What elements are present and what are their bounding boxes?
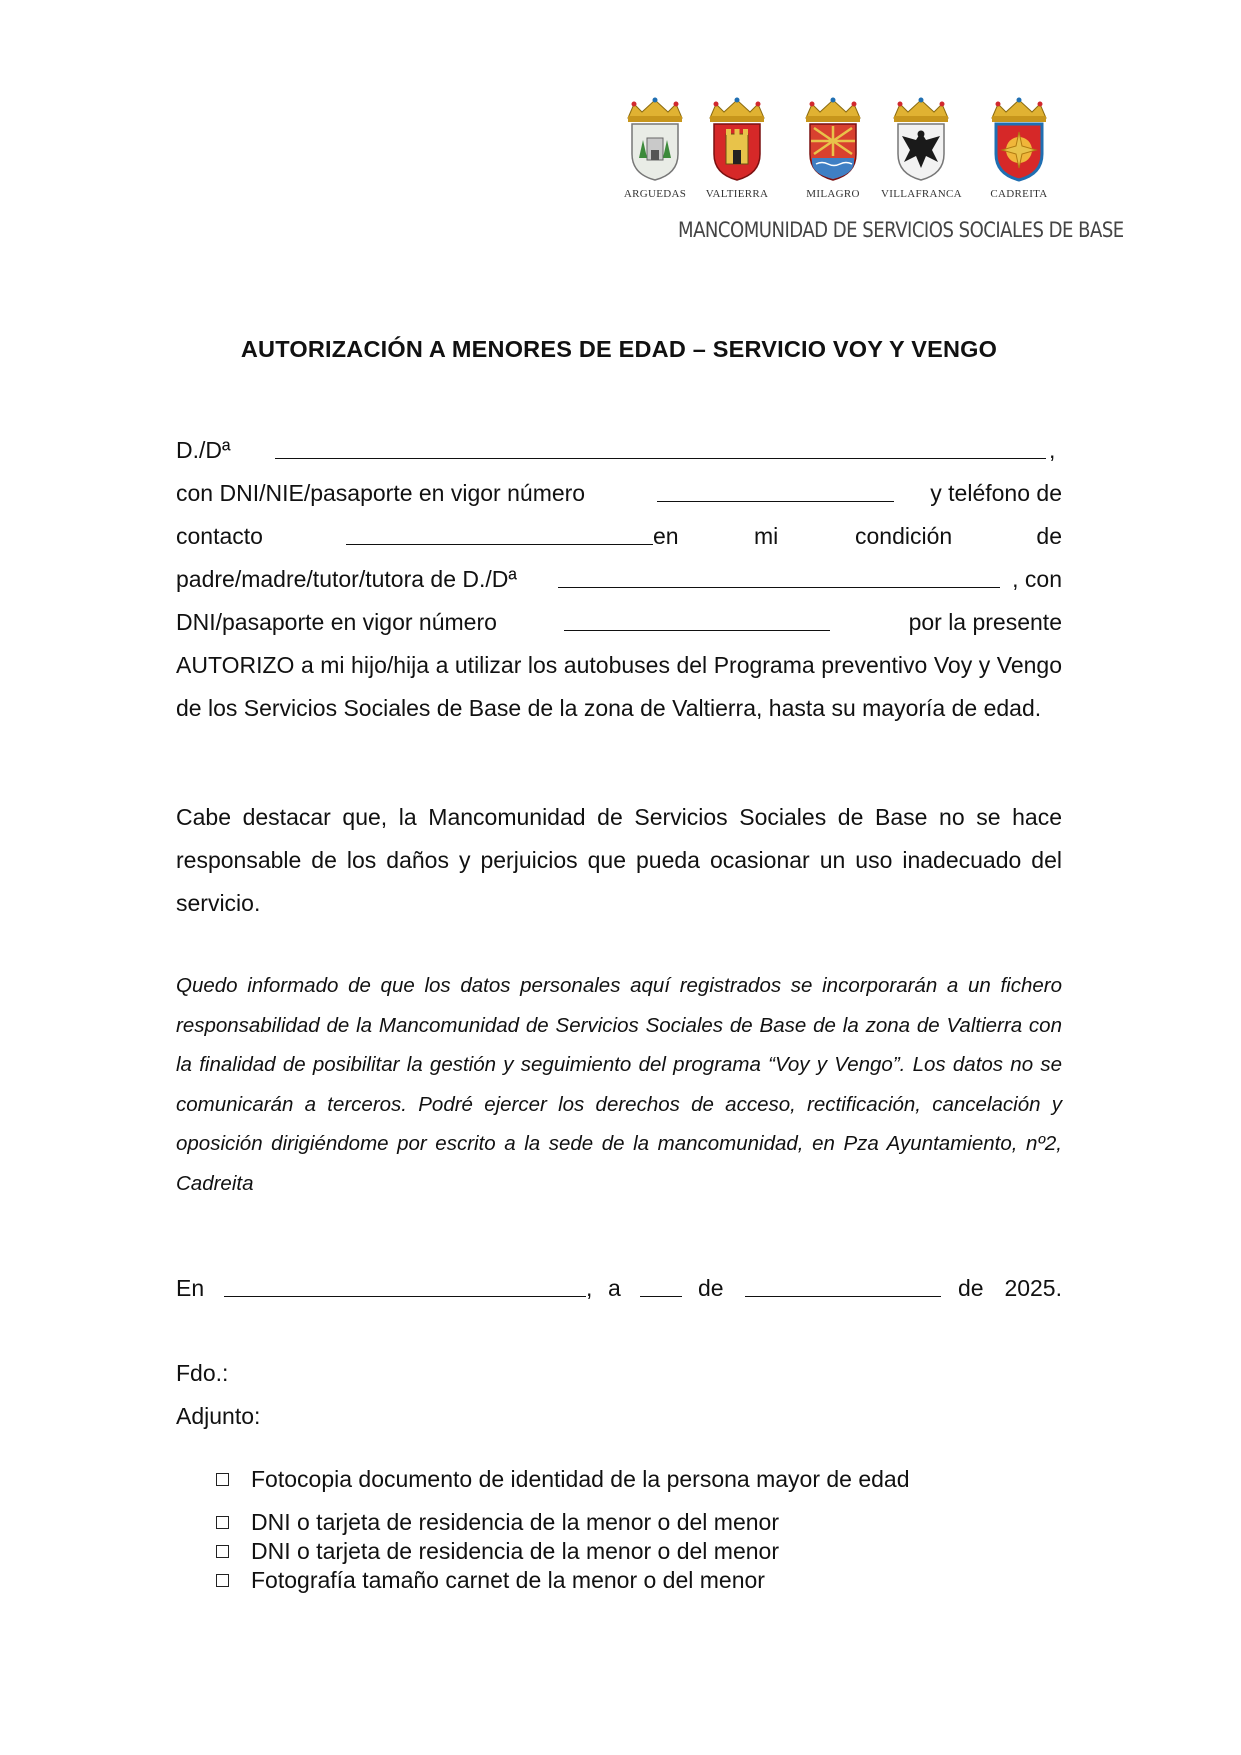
- con-label: , con: [1012, 566, 1062, 592]
- attachment-item[interactable]: [216, 1567, 765, 1594]
- presente-label: por la presente: [908, 609, 1062, 635]
- checkbox[interactable]: [216, 1545, 229, 1558]
- tower-crest-icon: [702, 96, 772, 182]
- place-blank[interactable]: [224, 1272, 586, 1297]
- minor-dni-label: DNI/pasaporte en vigor número: [176, 609, 497, 635]
- crest-milagro: [793, 96, 873, 200]
- month-blank[interactable]: [745, 1272, 941, 1297]
- crest-name: ARGUEDAS: [623, 188, 687, 200]
- parent-name-blank[interactable]: [275, 434, 1046, 459]
- crest-cadreita: [979, 96, 1059, 200]
- date-line: [176, 1272, 1062, 1304]
- document-title: AUTORIZACIÓN A MENORES DE EDAD – SERVICIO VOY Y VENGO: [240, 336, 998, 362]
- crest-name: CADREITA: [990, 188, 1048, 200]
- contact-label: contacto: [176, 523, 263, 549]
- line-end-comma: ,: [1049, 437, 1056, 463]
- authorization-body: AUTORIZO a mi hijo/hija a utilizar los autobuses del Programa preventivo Voy y Vengo de los Servicios Sociales de Base de la zona de Valtierra, hasta su mayoría de edad.: [176, 652, 1062, 721]
- crest-name: VILLAFRANCA: [881, 188, 962, 200]
- crest-name: MILAGRO: [806, 188, 860, 200]
- checkbox[interactable]: [216, 1473, 229, 1486]
- attachment-text: DNI o tarjeta de residencia de la menor o del menor: [251, 1509, 780, 1535]
- checkbox[interactable]: [216, 1574, 229, 1587]
- attachment-text: Fotografía tamaño carnet de la menor o del menor: [251, 1567, 765, 1593]
- phone-label: y teléfono de: [930, 480, 1062, 506]
- attachment-text: Fotocopia documento de identidad de la persona mayor de edad: [251, 1466, 910, 1492]
- minor-name-blank[interactable]: [558, 563, 1000, 588]
- attachment-item[interactable]: [216, 1538, 779, 1565]
- form-line-contact: [176, 520, 1062, 552]
- dni-number-blank[interactable]: [657, 477, 894, 502]
- crest-villafranca: [881, 96, 961, 200]
- municipality-logos: [615, 96, 1065, 206]
- eagle-crest-icon: [886, 96, 956, 182]
- form-line-minor-dni: [176, 606, 1062, 638]
- minor-label: padre/madre/tutor/tutora de D./Dª: [176, 566, 517, 592]
- crest-valtierra: [697, 96, 777, 200]
- attachments-label: Adjunto:: [176, 1403, 261, 1429]
- date-a: a: [608, 1275, 621, 1301]
- day-blank[interactable]: [640, 1272, 682, 1297]
- signature-label: Fdo.:: [176, 1360, 229, 1386]
- attachment-text: DNI o tarjeta de residencia de la menor o del menor: [251, 1538, 780, 1564]
- name-label: D./Dª: [176, 437, 231, 463]
- sun-star-crest-icon: [984, 96, 1054, 182]
- form-line-name: [176, 434, 1062, 466]
- word-de: de: [1036, 523, 1062, 549]
- organization-name: MANCOMUNIDAD DE SERVICIOS SOCIALES DE BASE: [678, 218, 1124, 242]
- date-de-2: de: [958, 1275, 984, 1301]
- crest-arguedas: [615, 96, 695, 200]
- castle-trees-crest-icon: [620, 96, 690, 182]
- attachment-item[interactable]: [216, 1466, 910, 1493]
- word-mi: mi: [754, 523, 779, 549]
- form-line-minor: [176, 563, 1062, 595]
- phone-number-blank[interactable]: [346, 520, 653, 545]
- minor-dni-blank[interactable]: [564, 606, 830, 631]
- checkbox[interactable]: [216, 1516, 229, 1529]
- chains-river-crest-icon: [798, 96, 868, 182]
- attachment-item[interactable]: [216, 1509, 779, 1536]
- word-en: en: [653, 523, 679, 549]
- date-en: En: [176, 1275, 205, 1301]
- date-de-1: de: [698, 1275, 724, 1301]
- date-comma: ,: [586, 1275, 593, 1301]
- privacy-notice: Quedo informado de que los datos personales aquí registrados se incorporarán a un fichero responsabilidad de la Mancomunidad de Servicios Sociales de Base de la zona de Valtierra con la finalidad de posibilitar la gestión y seguimiento del programa “Voy y Vengo”. Los datos no se comunicarán a terceros. Podré ejercer los derechos de acceso, rectificación, cancelación y oposición dirigiéndome por escrito a la sede de la mancomunidad, en Pza Ayuntamiento, nº2, Cadreita: [176, 974, 1062, 1195]
- disclaimer-paragraph: Cabe destacar que, la Mancomunidad de Servicios Sociales de Base no se hace responsable de los daños y perjuicios que pueda ocasionar un uso inadecuado del servicio.: [176, 804, 1062, 916]
- date-year: 2025.: [1004, 1275, 1062, 1301]
- crest-name: VALTIERRA: [705, 188, 769, 200]
- form-line-dni: [176, 477, 1062, 509]
- word-condicion: condición: [855, 523, 953, 549]
- dni-label: con DNI/NIE/pasaporte en vigor número: [176, 480, 586, 506]
